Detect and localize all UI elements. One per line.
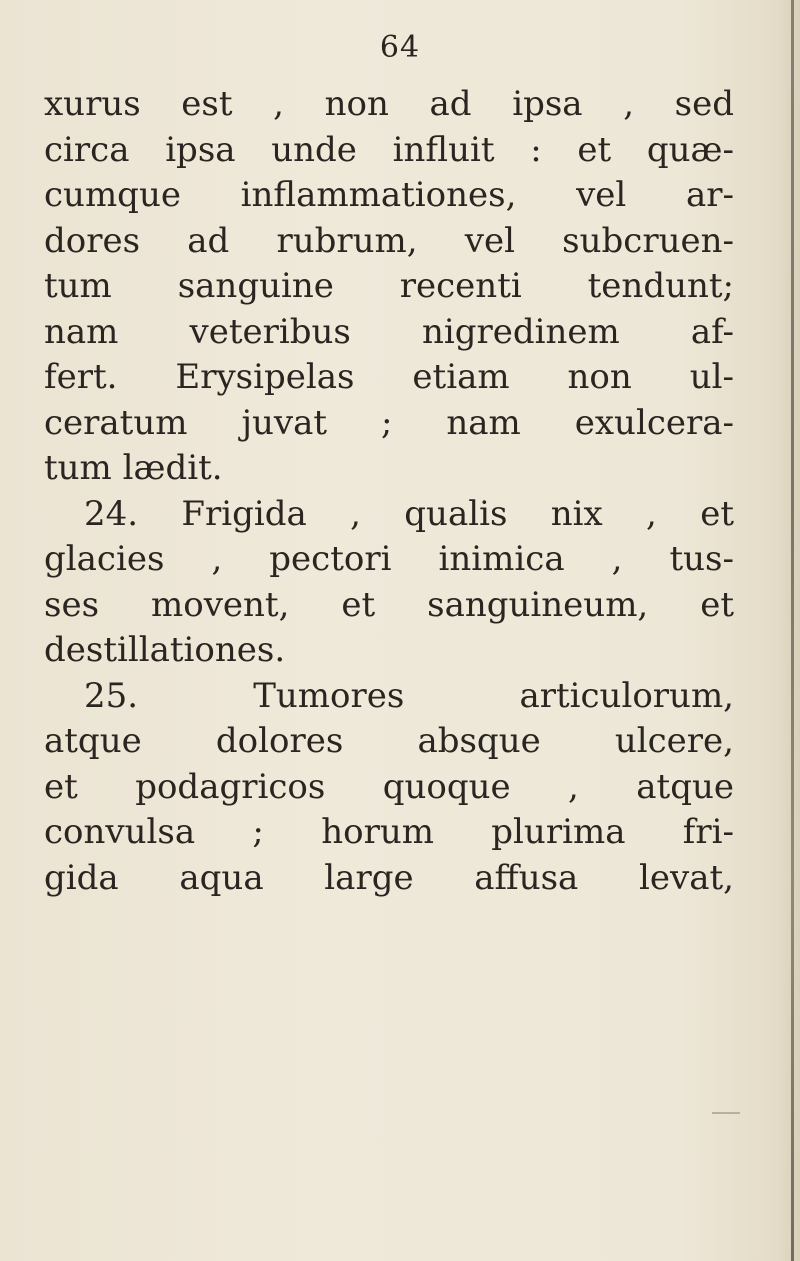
text-line-14: 25. Tumores articulorum, bbox=[84, 675, 734, 716]
text-line-8: ceratum juvat ; nam exulcera- bbox=[44, 402, 734, 443]
text-line-3: cumque inflammationes, vel ar- bbox=[44, 175, 734, 215]
text-line-9: tum lædit. bbox=[44, 448, 223, 488]
text-line-16: et podagricos quoque , atque bbox=[44, 766, 734, 807]
text-line-5: tum sanguine recenti tendunt; bbox=[44, 266, 734, 306]
text-line-17: convulsa ; horum plurima fri- bbox=[44, 812, 734, 852]
page-number: 64 bbox=[379, 30, 421, 65]
text-line-15: atque dolores absque ulcere, bbox=[44, 721, 734, 761]
body-text bbox=[44, 82, 734, 901]
text-line-13: destillationes. bbox=[44, 630, 286, 670]
text-line-6: nam veteribus nigredinem af- bbox=[44, 311, 734, 352]
text-line-2: circa ipsa unde influit : et quæ- bbox=[44, 129, 734, 170]
paper-blemish bbox=[712, 1112, 740, 1114]
text-line-11: glacies , pectori inimica , tus- bbox=[44, 539, 734, 579]
text-line-18: gida aqua large affusa levat, bbox=[44, 857, 734, 898]
page-edge-shadow bbox=[791, 0, 794, 1261]
text-line-10: 24. Frigida , qualis nix , et bbox=[84, 493, 734, 534]
text-line-7: fert. Erysipelas etiam non ul- bbox=[44, 357, 734, 397]
text-line-4: dores ad rubrum, vel subcruen- bbox=[44, 220, 734, 261]
text-line-12: ses movent, et sanguineum, et bbox=[44, 584, 734, 625]
text-line-1: xurus est , non ad ipsa , sed bbox=[44, 84, 734, 124]
